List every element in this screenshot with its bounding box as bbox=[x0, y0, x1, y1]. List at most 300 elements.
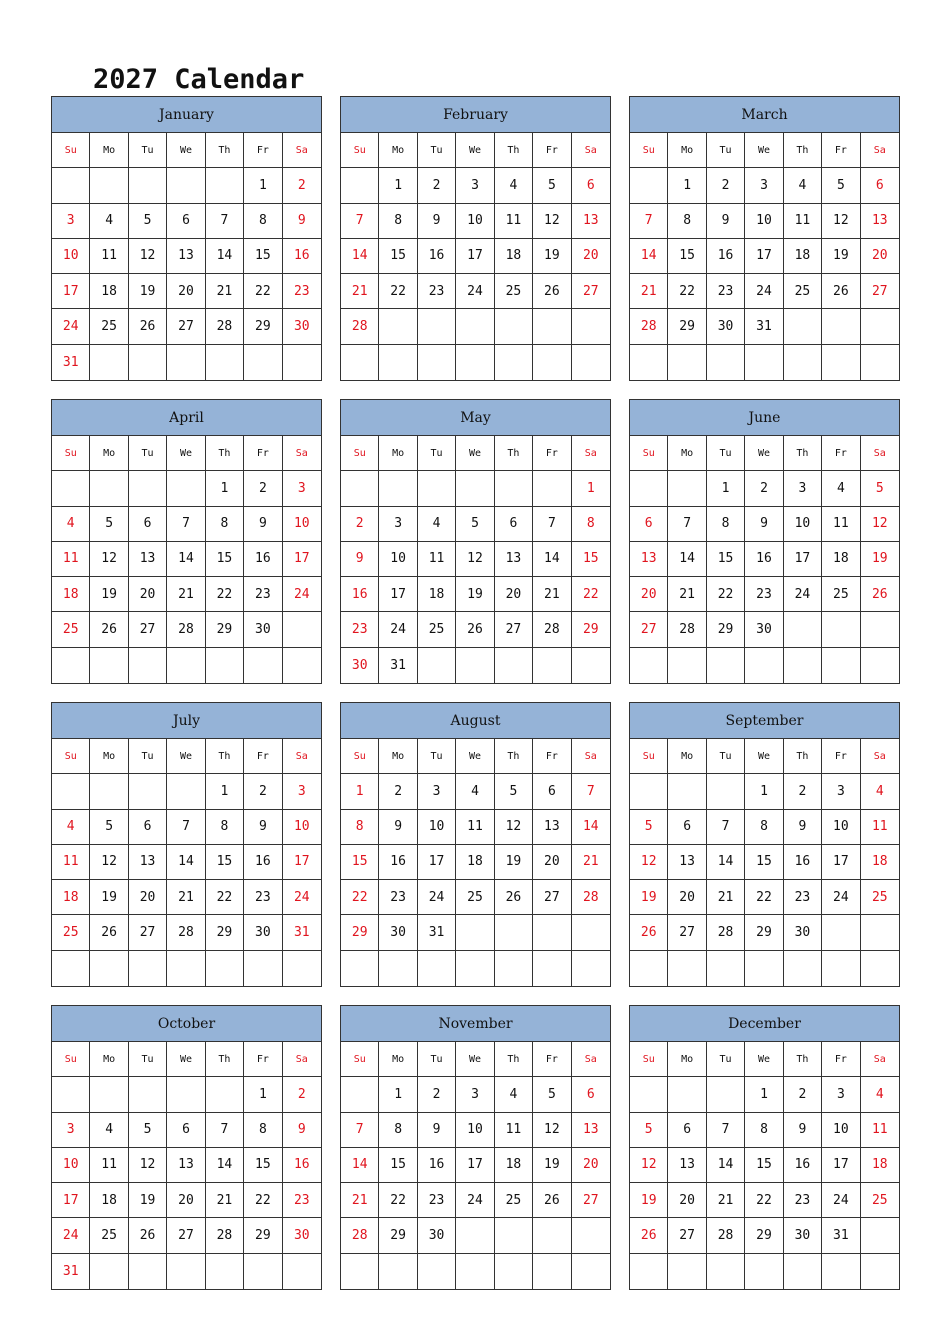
day-cell[interactable]: 29 bbox=[745, 915, 783, 950]
day-cell[interactable]: 1 bbox=[341, 774, 379, 809]
day-cell[interactable]: 19 bbox=[822, 239, 860, 274]
day-cell[interactable]: 26 bbox=[90, 612, 128, 647]
day-cell[interactable]: 24 bbox=[52, 1218, 90, 1253]
day-cell[interactable]: 17 bbox=[283, 542, 321, 577]
day-cell[interactable]: 4 bbox=[784, 168, 822, 203]
day-cell[interactable]: 4 bbox=[90, 204, 128, 239]
day-cell[interactable]: 14 bbox=[206, 239, 244, 274]
day-cell[interactable]: 16 bbox=[707, 239, 745, 274]
day-cell[interactable]: 2 bbox=[784, 1077, 822, 1112]
day-cell[interactable]: 26 bbox=[822, 274, 860, 309]
day-cell[interactable]: 5 bbox=[630, 810, 668, 845]
day-cell[interactable]: 24 bbox=[379, 612, 417, 647]
day-cell[interactable]: 6 bbox=[630, 507, 668, 542]
day-cell[interactable]: 6 bbox=[167, 204, 205, 239]
day-cell[interactable]: 16 bbox=[341, 577, 379, 612]
day-cell[interactable]: 6 bbox=[129, 507, 167, 542]
day-cell[interactable]: 16 bbox=[244, 845, 282, 880]
day-cell[interactable]: 17 bbox=[52, 274, 90, 309]
day-cell[interactable]: 4 bbox=[52, 810, 90, 845]
day-cell[interactable]: 29 bbox=[379, 1218, 417, 1253]
day-cell[interactable]: 21 bbox=[707, 880, 745, 915]
day-cell[interactable]: 27 bbox=[167, 1218, 205, 1253]
day-cell[interactable]: 7 bbox=[167, 507, 205, 542]
day-cell[interactable]: 14 bbox=[341, 1148, 379, 1183]
day-cell[interactable]: 26 bbox=[495, 880, 533, 915]
day-cell[interactable]: 28 bbox=[707, 1218, 745, 1253]
day-cell[interactable]: 14 bbox=[630, 239, 668, 274]
day-cell[interactable]: 5 bbox=[533, 1077, 571, 1112]
day-cell[interactable]: 6 bbox=[129, 810, 167, 845]
day-cell[interactable]: 9 bbox=[784, 810, 822, 845]
day-cell[interactable]: 30 bbox=[379, 915, 417, 950]
day-cell[interactable]: 16 bbox=[418, 1148, 456, 1183]
day-cell[interactable]: 11 bbox=[456, 810, 494, 845]
day-cell[interactable]: 3 bbox=[283, 774, 321, 809]
day-cell[interactable]: 2 bbox=[341, 507, 379, 542]
day-cell[interactable]: 5 bbox=[129, 1113, 167, 1148]
day-cell[interactable]: 13 bbox=[630, 542, 668, 577]
day-cell[interactable]: 27 bbox=[533, 880, 571, 915]
day-cell[interactable]: 12 bbox=[822, 204, 860, 239]
day-cell[interactable]: 26 bbox=[456, 612, 494, 647]
day-cell[interactable]: 1 bbox=[244, 168, 282, 203]
day-cell[interactable]: 7 bbox=[533, 507, 571, 542]
day-cell[interactable]: 4 bbox=[90, 1113, 128, 1148]
day-cell[interactable]: 14 bbox=[167, 542, 205, 577]
day-cell[interactable]: 12 bbox=[533, 204, 571, 239]
day-cell[interactable]: 6 bbox=[572, 168, 610, 203]
day-cell[interactable]: 15 bbox=[244, 1148, 282, 1183]
day-cell[interactable]: 3 bbox=[52, 204, 90, 239]
day-cell[interactable]: 15 bbox=[379, 1148, 417, 1183]
day-cell[interactable]: 5 bbox=[533, 168, 571, 203]
day-cell[interactable]: 21 bbox=[341, 1183, 379, 1218]
day-cell[interactable]: 8 bbox=[745, 1113, 783, 1148]
day-cell[interactable]: 6 bbox=[668, 810, 706, 845]
day-cell[interactable]: 23 bbox=[784, 1183, 822, 1218]
day-cell[interactable]: 2 bbox=[745, 471, 783, 506]
day-cell[interactable]: 6 bbox=[668, 1113, 706, 1148]
day-cell[interactable]: 3 bbox=[822, 774, 860, 809]
day-cell[interactable]: 17 bbox=[745, 239, 783, 274]
day-cell[interactable]: 28 bbox=[167, 612, 205, 647]
day-cell[interactable]: 1 bbox=[707, 471, 745, 506]
day-cell[interactable]: 21 bbox=[167, 577, 205, 612]
day-cell[interactable]: 30 bbox=[418, 1218, 456, 1253]
day-cell[interactable]: 11 bbox=[861, 810, 899, 845]
day-cell[interactable]: 23 bbox=[283, 274, 321, 309]
day-cell[interactable]: 22 bbox=[244, 1183, 282, 1218]
day-cell[interactable]: 7 bbox=[707, 1113, 745, 1148]
day-cell[interactable]: 22 bbox=[244, 274, 282, 309]
day-cell[interactable]: 6 bbox=[495, 507, 533, 542]
day-cell[interactable]: 14 bbox=[206, 1148, 244, 1183]
day-cell[interactable]: 2 bbox=[784, 774, 822, 809]
day-cell[interactable]: 11 bbox=[822, 507, 860, 542]
day-cell[interactable]: 8 bbox=[572, 507, 610, 542]
day-cell[interactable]: 9 bbox=[283, 1113, 321, 1148]
day-cell[interactable]: 15 bbox=[572, 542, 610, 577]
day-cell[interactable]: 21 bbox=[668, 577, 706, 612]
day-cell[interactable]: 23 bbox=[379, 880, 417, 915]
day-cell[interactable]: 13 bbox=[167, 239, 205, 274]
day-cell[interactable]: 10 bbox=[784, 507, 822, 542]
day-cell[interactable]: 29 bbox=[707, 612, 745, 647]
day-cell[interactable]: 15 bbox=[341, 845, 379, 880]
day-cell[interactable]: 14 bbox=[341, 239, 379, 274]
day-cell[interactable]: 18 bbox=[861, 1148, 899, 1183]
day-cell[interactable]: 8 bbox=[745, 810, 783, 845]
day-cell[interactable]: 1 bbox=[206, 774, 244, 809]
day-cell[interactable]: 19 bbox=[90, 577, 128, 612]
day-cell[interactable]: 30 bbox=[784, 1218, 822, 1253]
day-cell[interactable]: 12 bbox=[129, 239, 167, 274]
day-cell[interactable]: 12 bbox=[861, 507, 899, 542]
day-cell[interactable]: 25 bbox=[822, 577, 860, 612]
day-cell[interactable]: 6 bbox=[167, 1113, 205, 1148]
day-cell[interactable]: 25 bbox=[52, 915, 90, 950]
day-cell[interactable]: 20 bbox=[495, 577, 533, 612]
day-cell[interactable]: 24 bbox=[745, 274, 783, 309]
day-cell[interactable]: 15 bbox=[745, 1148, 783, 1183]
day-cell[interactable]: 21 bbox=[206, 1183, 244, 1218]
day-cell[interactable]: 25 bbox=[861, 1183, 899, 1218]
day-cell[interactable]: 18 bbox=[90, 274, 128, 309]
day-cell[interactable]: 9 bbox=[784, 1113, 822, 1148]
day-cell[interactable]: 19 bbox=[456, 577, 494, 612]
day-cell[interactable]: 12 bbox=[630, 1148, 668, 1183]
day-cell[interactable]: 24 bbox=[456, 274, 494, 309]
day-cell[interactable]: 13 bbox=[495, 542, 533, 577]
day-cell[interactable]: 12 bbox=[129, 1148, 167, 1183]
day-cell[interactable]: 12 bbox=[456, 542, 494, 577]
day-cell[interactable]: 22 bbox=[341, 880, 379, 915]
day-cell[interactable]: 11 bbox=[495, 204, 533, 239]
day-cell[interactable]: 6 bbox=[533, 774, 571, 809]
day-cell[interactable]: 5 bbox=[495, 774, 533, 809]
day-cell[interactable]: 23 bbox=[283, 1183, 321, 1218]
day-cell[interactable]: 6 bbox=[572, 1077, 610, 1112]
day-cell[interactable]: 27 bbox=[129, 612, 167, 647]
day-cell[interactable]: 17 bbox=[784, 542, 822, 577]
day-cell[interactable]: 2 bbox=[244, 774, 282, 809]
day-cell[interactable]: 31 bbox=[379, 648, 417, 683]
day-cell[interactable]: 23 bbox=[745, 577, 783, 612]
day-cell[interactable]: 7 bbox=[167, 810, 205, 845]
day-cell[interactable]: 9 bbox=[379, 810, 417, 845]
day-cell[interactable]: 24 bbox=[456, 1183, 494, 1218]
day-cell[interactable]: 7 bbox=[668, 507, 706, 542]
day-cell[interactable]: 27 bbox=[495, 612, 533, 647]
day-cell[interactable]: 29 bbox=[341, 915, 379, 950]
day-cell[interactable]: 13 bbox=[861, 204, 899, 239]
day-cell[interactable]: 9 bbox=[418, 204, 456, 239]
day-cell[interactable]: 1 bbox=[206, 471, 244, 506]
day-cell[interactable]: 10 bbox=[283, 507, 321, 542]
day-cell[interactable]: 9 bbox=[418, 1113, 456, 1148]
day-cell[interactable]: 30 bbox=[244, 915, 282, 950]
day-cell[interactable]: 25 bbox=[495, 1183, 533, 1218]
day-cell[interactable]: 26 bbox=[630, 1218, 668, 1253]
day-cell[interactable]: 18 bbox=[418, 577, 456, 612]
day-cell[interactable]: 16 bbox=[379, 845, 417, 880]
day-cell[interactable]: 18 bbox=[90, 1183, 128, 1218]
day-cell[interactable]: 8 bbox=[341, 810, 379, 845]
day-cell[interactable]: 12 bbox=[90, 845, 128, 880]
day-cell[interactable]: 11 bbox=[784, 204, 822, 239]
day-cell[interactable]: 29 bbox=[745, 1218, 783, 1253]
day-cell[interactable]: 15 bbox=[707, 542, 745, 577]
day-cell[interactable]: 18 bbox=[822, 542, 860, 577]
day-cell[interactable]: 29 bbox=[244, 309, 282, 344]
day-cell[interactable]: 13 bbox=[668, 845, 706, 880]
day-cell[interactable]: 14 bbox=[167, 845, 205, 880]
day-cell[interactable]: 20 bbox=[630, 577, 668, 612]
day-cell[interactable]: 19 bbox=[533, 1148, 571, 1183]
day-cell[interactable]: 15 bbox=[244, 239, 282, 274]
day-cell[interactable]: 1 bbox=[745, 774, 783, 809]
day-cell[interactable]: 1 bbox=[572, 471, 610, 506]
day-cell[interactable]: 21 bbox=[533, 577, 571, 612]
day-cell[interactable]: 22 bbox=[745, 1183, 783, 1218]
day-cell[interactable]: 17 bbox=[52, 1183, 90, 1218]
day-cell[interactable]: 20 bbox=[668, 1183, 706, 1218]
day-cell[interactable]: 25 bbox=[418, 612, 456, 647]
day-cell[interactable]: 20 bbox=[129, 880, 167, 915]
day-cell[interactable]: 8 bbox=[244, 204, 282, 239]
day-cell[interactable]: 19 bbox=[630, 880, 668, 915]
day-cell[interactable]: 26 bbox=[630, 915, 668, 950]
day-cell[interactable]: 25 bbox=[861, 880, 899, 915]
day-cell[interactable]: 31 bbox=[52, 1254, 90, 1289]
day-cell[interactable]: 17 bbox=[379, 577, 417, 612]
day-cell[interactable]: 24 bbox=[283, 880, 321, 915]
day-cell[interactable]: 19 bbox=[90, 880, 128, 915]
day-cell[interactable]: 8 bbox=[244, 1113, 282, 1148]
day-cell[interactable]: 13 bbox=[129, 542, 167, 577]
day-cell[interactable]: 16 bbox=[283, 1148, 321, 1183]
day-cell[interactable]: 4 bbox=[495, 1077, 533, 1112]
day-cell[interactable]: 22 bbox=[379, 274, 417, 309]
day-cell[interactable]: 1 bbox=[745, 1077, 783, 1112]
day-cell[interactable]: 7 bbox=[341, 1113, 379, 1148]
day-cell[interactable]: 31 bbox=[745, 309, 783, 344]
day-cell[interactable]: 13 bbox=[533, 810, 571, 845]
day-cell[interactable]: 2 bbox=[418, 1077, 456, 1112]
day-cell[interactable]: 21 bbox=[707, 1183, 745, 1218]
day-cell[interactable]: 17 bbox=[283, 845, 321, 880]
day-cell[interactable]: 20 bbox=[572, 239, 610, 274]
day-cell[interactable]: 11 bbox=[52, 845, 90, 880]
day-cell[interactable]: 4 bbox=[418, 507, 456, 542]
day-cell[interactable]: 7 bbox=[630, 204, 668, 239]
day-cell[interactable]: 29 bbox=[206, 915, 244, 950]
day-cell[interactable]: 23 bbox=[244, 880, 282, 915]
day-cell[interactable]: 30 bbox=[244, 612, 282, 647]
day-cell[interactable]: 23 bbox=[784, 880, 822, 915]
day-cell[interactable]: 19 bbox=[495, 845, 533, 880]
day-cell[interactable]: 23 bbox=[418, 1183, 456, 1218]
day-cell[interactable]: 12 bbox=[90, 542, 128, 577]
day-cell[interactable]: 7 bbox=[341, 204, 379, 239]
day-cell[interactable]: 29 bbox=[572, 612, 610, 647]
day-cell[interactable]: 25 bbox=[784, 274, 822, 309]
day-cell[interactable]: 12 bbox=[495, 810, 533, 845]
day-cell[interactable]: 23 bbox=[244, 577, 282, 612]
day-cell[interactable]: 22 bbox=[206, 880, 244, 915]
day-cell[interactable]: 16 bbox=[418, 239, 456, 274]
day-cell[interactable]: 10 bbox=[52, 1148, 90, 1183]
day-cell[interactable]: 20 bbox=[668, 880, 706, 915]
day-cell[interactable]: 7 bbox=[572, 774, 610, 809]
day-cell[interactable]: 24 bbox=[822, 880, 860, 915]
day-cell[interactable]: 8 bbox=[707, 507, 745, 542]
day-cell[interactable]: 16 bbox=[244, 542, 282, 577]
day-cell[interactable]: 21 bbox=[167, 880, 205, 915]
day-cell[interactable]: 30 bbox=[283, 309, 321, 344]
day-cell[interactable]: 16 bbox=[784, 845, 822, 880]
day-cell[interactable]: 18 bbox=[495, 239, 533, 274]
day-cell[interactable]: 19 bbox=[861, 542, 899, 577]
day-cell[interactable]: 6 bbox=[861, 168, 899, 203]
day-cell[interactable]: 29 bbox=[244, 1218, 282, 1253]
day-cell[interactable]: 7 bbox=[707, 810, 745, 845]
day-cell[interactable]: 8 bbox=[206, 810, 244, 845]
day-cell[interactable]: 14 bbox=[668, 542, 706, 577]
day-cell[interactable]: 31 bbox=[52, 345, 90, 380]
day-cell[interactable]: 28 bbox=[206, 1218, 244, 1253]
day-cell[interactable]: 30 bbox=[745, 612, 783, 647]
day-cell[interactable]: 28 bbox=[572, 880, 610, 915]
day-cell[interactable]: 3 bbox=[379, 507, 417, 542]
day-cell[interactable]: 1 bbox=[379, 1077, 417, 1112]
day-cell[interactable]: 3 bbox=[456, 1077, 494, 1112]
day-cell[interactable]: 22 bbox=[572, 577, 610, 612]
day-cell[interactable]: 14 bbox=[533, 542, 571, 577]
day-cell[interactable]: 28 bbox=[630, 309, 668, 344]
day-cell[interactable]: 30 bbox=[707, 309, 745, 344]
day-cell[interactable]: 9 bbox=[707, 204, 745, 239]
day-cell[interactable]: 13 bbox=[129, 845, 167, 880]
day-cell[interactable]: 18 bbox=[861, 845, 899, 880]
day-cell[interactable]: 9 bbox=[341, 542, 379, 577]
day-cell[interactable]: 3 bbox=[52, 1113, 90, 1148]
day-cell[interactable]: 11 bbox=[861, 1113, 899, 1148]
day-cell[interactable]: 24 bbox=[822, 1183, 860, 1218]
day-cell[interactable]: 15 bbox=[745, 845, 783, 880]
day-cell[interactable]: 20 bbox=[167, 1183, 205, 1218]
day-cell[interactable]: 8 bbox=[379, 1113, 417, 1148]
day-cell[interactable]: 20 bbox=[533, 845, 571, 880]
day-cell[interactable]: 5 bbox=[90, 507, 128, 542]
day-cell[interactable]: 5 bbox=[861, 471, 899, 506]
day-cell[interactable]: 28 bbox=[167, 915, 205, 950]
day-cell[interactable]: 9 bbox=[244, 810, 282, 845]
day-cell[interactable]: 14 bbox=[572, 810, 610, 845]
day-cell[interactable]: 5 bbox=[129, 204, 167, 239]
day-cell[interactable]: 27 bbox=[861, 274, 899, 309]
day-cell[interactable]: 16 bbox=[283, 239, 321, 274]
day-cell[interactable]: 11 bbox=[90, 239, 128, 274]
day-cell[interactable]: 17 bbox=[418, 845, 456, 880]
day-cell[interactable]: 22 bbox=[668, 274, 706, 309]
day-cell[interactable]: 19 bbox=[129, 1183, 167, 1218]
day-cell[interactable]: 23 bbox=[418, 274, 456, 309]
day-cell[interactable]: 26 bbox=[129, 1218, 167, 1253]
day-cell[interactable]: 18 bbox=[495, 1148, 533, 1183]
day-cell[interactable]: 20 bbox=[861, 239, 899, 274]
day-cell[interactable]: 28 bbox=[533, 612, 571, 647]
day-cell[interactable]: 25 bbox=[90, 309, 128, 344]
day-cell[interactable]: 4 bbox=[495, 168, 533, 203]
day-cell[interactable]: 9 bbox=[283, 204, 321, 239]
day-cell[interactable]: 20 bbox=[572, 1148, 610, 1183]
day-cell[interactable]: 26 bbox=[533, 274, 571, 309]
day-cell[interactable]: 2 bbox=[283, 168, 321, 203]
day-cell[interactable]: 11 bbox=[495, 1113, 533, 1148]
day-cell[interactable]: 27 bbox=[129, 915, 167, 950]
day-cell[interactable]: 25 bbox=[90, 1218, 128, 1253]
day-cell[interactable]: 28 bbox=[668, 612, 706, 647]
day-cell[interactable]: 30 bbox=[341, 648, 379, 683]
day-cell[interactable]: 28 bbox=[341, 1218, 379, 1253]
day-cell[interactable]: 24 bbox=[283, 577, 321, 612]
day-cell[interactable]: 26 bbox=[129, 309, 167, 344]
day-cell[interactable]: 27 bbox=[572, 274, 610, 309]
day-cell[interactable]: 31 bbox=[283, 915, 321, 950]
day-cell[interactable]: 24 bbox=[52, 309, 90, 344]
day-cell[interactable]: 22 bbox=[707, 577, 745, 612]
day-cell[interactable]: 15 bbox=[668, 239, 706, 274]
day-cell[interactable]: 18 bbox=[52, 577, 90, 612]
day-cell[interactable]: 18 bbox=[456, 845, 494, 880]
day-cell[interactable]: 17 bbox=[822, 1148, 860, 1183]
day-cell[interactable]: 8 bbox=[206, 507, 244, 542]
day-cell[interactable]: 17 bbox=[822, 845, 860, 880]
day-cell[interactable]: 12 bbox=[533, 1113, 571, 1148]
day-cell[interactable]: 3 bbox=[283, 471, 321, 506]
day-cell[interactable]: 3 bbox=[456, 168, 494, 203]
day-cell[interactable]: 15 bbox=[206, 845, 244, 880]
day-cell[interactable]: 8 bbox=[379, 204, 417, 239]
day-cell[interactable]: 21 bbox=[572, 845, 610, 880]
day-cell[interactable]: 25 bbox=[52, 612, 90, 647]
day-cell[interactable]: 20 bbox=[167, 274, 205, 309]
day-cell[interactable]: 10 bbox=[745, 204, 783, 239]
day-cell[interactable]: 10 bbox=[822, 810, 860, 845]
day-cell[interactable]: 17 bbox=[456, 1148, 494, 1183]
day-cell[interactable]: 17 bbox=[456, 239, 494, 274]
day-cell[interactable]: 13 bbox=[167, 1148, 205, 1183]
day-cell[interactable]: 31 bbox=[418, 915, 456, 950]
day-cell[interactable]: 25 bbox=[495, 274, 533, 309]
day-cell[interactable]: 22 bbox=[206, 577, 244, 612]
day-cell[interactable]: 26 bbox=[861, 577, 899, 612]
day-cell[interactable]: 2 bbox=[244, 471, 282, 506]
day-cell[interactable]: 28 bbox=[707, 915, 745, 950]
day-cell[interactable]: 23 bbox=[341, 612, 379, 647]
day-cell[interactable]: 5 bbox=[822, 168, 860, 203]
day-cell[interactable]: 2 bbox=[707, 168, 745, 203]
day-cell[interactable]: 4 bbox=[861, 1077, 899, 1112]
day-cell[interactable]: 9 bbox=[244, 507, 282, 542]
day-cell[interactable]: 29 bbox=[668, 309, 706, 344]
day-cell[interactable]: 22 bbox=[745, 880, 783, 915]
day-cell[interactable]: 31 bbox=[822, 1218, 860, 1253]
day-cell[interactable]: 21 bbox=[206, 274, 244, 309]
day-cell[interactable]: 2 bbox=[283, 1077, 321, 1112]
